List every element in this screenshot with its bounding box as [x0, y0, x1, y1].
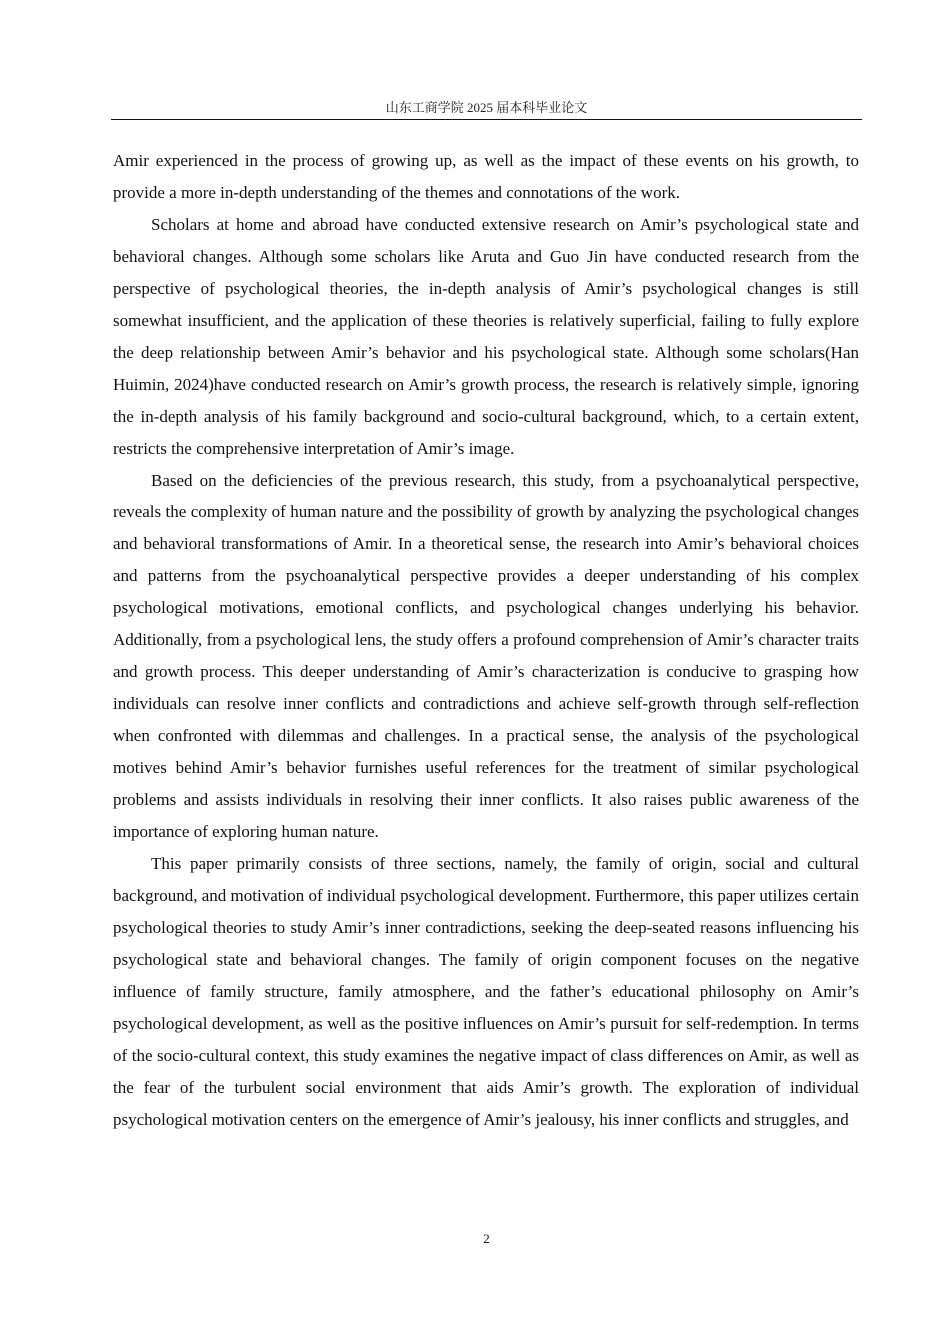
paragraph-paper-structure: This paper primarily consists of three sections, namely, the family of origin, social and cultural background, and motivation of individual psychological development. Furthermore, this paper utilizes certain psychological theories to study Amir’s inner contradictions, seeking the deep-seated reasons influencing his psychological state and behavioral changes. The family of origin component focuses on the negative influence of family structure, family atmosphere, and the father’s educational philosophy on Amir’s psychological development, as well as the positive influences on Amir’s pursuit for self-redemption. In terms of the socio-cultural context, this study examines the negative impact of class differences on Amir, as well as the fear of the turbulent social environment that aids Amir’s growth. The exploration of individual psychological motivation centers on the emergence of Amir’s jealousy, his inner conflicts and struggles, and — [113, 853, 859, 1129]
page-number: 2 — [483, 1231, 490, 1246]
paragraph-literature-review: Scholars at home and abroad have conducted extensive research on Amir’s psychological state and behavioral changes. Although some scholars like Aruta and Guo Jin have conducted research from the perspective of psychological theories, the in-depth analysis of Amir’s psychological changes is still somewhat insufficient, and the application of these theories is relatively superficial, failing to fully explore the deep relationship between Amir’s behavior and his psychological state. Although some scholars(Han Huimin, 2024)have conducted research on Amir’s growth process, the research is relatively simple, ignoring the in-depth analysis of his family background and socio-cultural background, which, to a certain extent, restricts the comprehensive interpretation of Amir’s image. — [113, 214, 859, 458]
header-rule — [111, 119, 862, 120]
running-header: 山东工商学院 2025 届本科毕业论文 — [385, 100, 588, 115]
paragraph-research-significance: Based on the deficiencies of the previous research, this study, from a psychoanalytical perspective, reveals the complexity of human nature and the possibility of growth by analyzing the psychological changes and behavioral transformations of Amir. In a theoretical sense, the research into Amir’s behavioral choices and patterns from the psychoanalytical perspective provides a deeper understanding of his complex psychological motivations, emotional conflicts, and psychological changes underlying his behavior. Additionally, from a psychological lens, the study offers a profound comprehension of Amir’s character traits and growth process. This deeper understanding of Amir’s characterization is conducive to grasping how individuals can resolve inner conflicts and contradictions and achieve self-growth through self-reflection when confronted with dilemmas and challenges. In a practical sense, the analysis of the psychological motives behind Amir’s behavior furnishes useful references for the treatment of similar psychological problems and assists individuals in resolving their inner conflicts. It also raises public awareness of the importance of exploring human nature. — [113, 470, 859, 842]
body-text — [113, 145, 859, 1136]
paragraph-continuation: Amir experienced in the process of growing up, as well as the impact of these events on his growth, to provide a more in-depth understanding of the themes and connotations of the work. — [113, 151, 859, 202]
